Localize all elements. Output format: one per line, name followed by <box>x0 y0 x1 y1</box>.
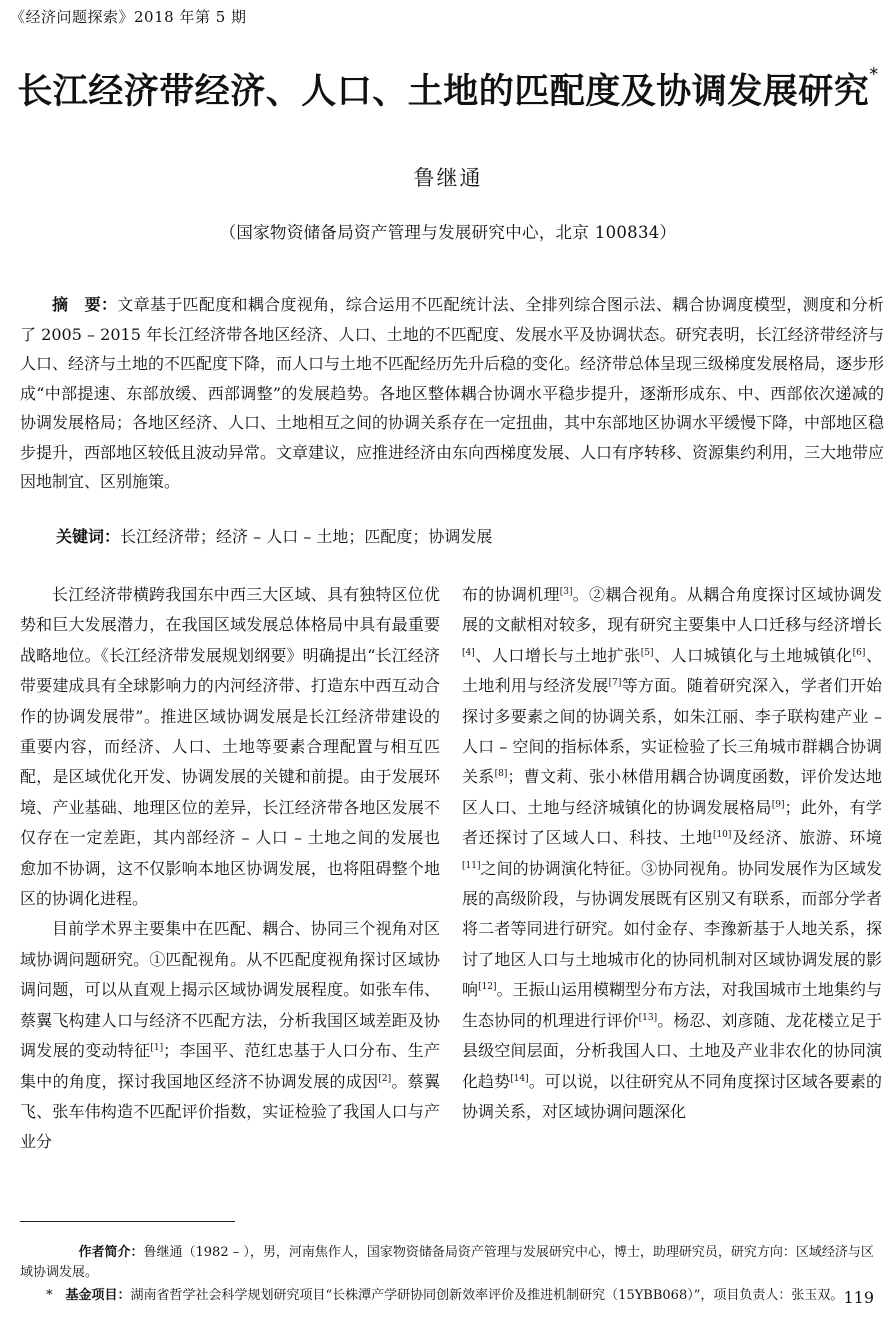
footnote-fund-mark: * <box>46 1288 53 1303</box>
body-paragraph: 长江经济带横跨我国东中西三大区域、具有独特区位优势和巨大发展潜力，在我国区域发展总体格局中具有最重要战略地位。《长江经济带发展规划纲要》明确提出“长江经济带要建成具有全球影响力的内河经济带、打造东中西互动合作的协调发展带”。推进区域协调发展是长江经济带建设的重要内容，而经济、人口、土地等要素合理配置与相互匹配，是区域优化开发、协调发展的关键和前提。由于发展环境、产业基础、地理区位的差异，长江经济带各地区发展不仅存在一定差距，其内部经济 – 人口 – 土地之间的发展也愈加不协调，这不仅影响本地区协调发展，也将阻碍整个地区的协调化进程。 <box>20 585 440 909</box>
paper-title <box>0 64 896 114</box>
abstract-text: 文章基于匹配度和耦合度视角，综合运用不匹配统计法、全排列综合图示法、耦合协调度模型，测度和分析了 2005 – 2015 年长江经济带各地区经济、人口、土地的不匹配度、发展水平及协调状态。研究表明，长江经济带经济与人口、经济与土地的不匹配度下降，而人口与土地不匹配经历先升后稳的变化。经济带总体呈现三级梯度发展格局，逐步形成“中部提速、东部放缓、西部调整”的发展趋势。各地区整体耦合协调水平稳步提升，逐渐形成东、中、西部依次递减的协调发展格局；各地区经济、人口、土地相互之间的协调关系存在一定扭曲，其中东部地区协调水平缓慢下降，中部地区稳步提升，西部地区较低且波动异常。文章建议，应推进经济由东向西梯度发展、人口有序转移、资源集约利用，三大地带应因地制宜、区别施策。 <box>20 295 885 491</box>
body-text: 、人口城镇化与土地城镇化 <box>653 645 853 665</box>
citation-ref: [6] <box>852 647 866 658</box>
citation-ref: [3] <box>559 587 573 597</box>
body-text: 布的协调机理 <box>462 585 560 604</box>
journal-header: 《经济问题探索》2018 年第 5 期 <box>10 8 247 26</box>
body-text: 等方面。随着研究深入，学者们开始探讨多要素之间的协调关系，如朱江丽、李子联构建产业 – 人口 – 空间的指标体系，实证检验了长三角城市群耦合协调关系 <box>462 676 882 787</box>
citation-ref: [1] <box>150 1043 164 1054</box>
citation-ref: [10] <box>712 830 732 841</box>
footnote-author-label: 作者简介： <box>78 1245 144 1260</box>
citation-ref: [4] <box>462 647 475 658</box>
author-name: 鲁继通 <box>413 166 483 190</box>
body-text: ；曹文莉、张小林借用耦合协调度函数，评价发达地区人口、土地与经济城镇化的协调发展格局 <box>462 767 882 817</box>
citation-ref: [5] <box>640 647 654 658</box>
footnote-author <box>20 1243 882 1283</box>
body-text: 及经济、旅游、环境 <box>731 828 882 848</box>
title-footnote-mark: * <box>869 64 879 86</box>
citation-ref: [9] <box>771 799 785 810</box>
body-text: 。王振山运用模糊型分布方法，对我国城市土地集约与生态协同的机理进行评价 <box>462 980 882 1030</box>
citation-ref: [14] <box>510 1073 529 1084</box>
keywords-text: 长江经济带；经济 – 人口 – 土地；匹配度；协调发展 <box>120 527 493 546</box>
page-number: 119 <box>843 1288 874 1307</box>
citation-ref: [7] <box>608 678 622 689</box>
body-paragraph <box>462 580 882 1127</box>
body-text: 。可以说，以往研究从不同角度探讨区域各要素的协调关系，对区域协调问题深化 <box>462 1071 882 1121</box>
body-paragraph <box>20 914 440 1157</box>
body-text: 之间的协调演化特征。③协同视角。协同发展作为区域发展的高级阶段，与协调发展既有区别又有联系，而部分学者将二者等同进行研究。如付金存、李豫新基于人地关系，探讨了地区人口与土地城市化的协同机制对区域协调发展的影响 <box>462 858 882 1000</box>
body-text: 、人口增长与土地扩张 <box>474 645 641 665</box>
abstract-label: 摘 要： <box>52 295 118 314</box>
footnote-fund <box>20 1286 882 1306</box>
body-text: 。②耦合视角。从耦合角度探讨区域协调发展的文献相对较多，现有研究主要集中人口迁移与经济增长 <box>462 585 882 635</box>
author-affiliation: （国家物资储备局资产管理与发展研究中心，北京 100834） <box>219 223 677 242</box>
footnote-author-text: 鲁继通（1982 – ），男，河南焦作人，国家物资储备局资产管理与发展研究中心，博士，助理研究员，研究方向：区域经济与区域协调发展。 <box>20 1245 874 1280</box>
keywords <box>56 524 492 547</box>
abstract <box>20 290 884 497</box>
footnote-divider <box>20 1221 235 1222</box>
citation-ref: [12] <box>478 982 497 993</box>
citation-ref: [2] <box>378 1073 392 1084</box>
body-column-left <box>20 580 440 1158</box>
keywords-label: 关键词： <box>56 527 121 546</box>
citation-ref: [11] <box>462 860 481 871</box>
citation-ref: [8] <box>494 769 508 780</box>
body-column-right <box>462 580 882 1127</box>
footnote-fund-label: 基金项目： <box>65 1288 131 1303</box>
footnote-fund-text: 湖南省哲学社会科学规划研究项目“长株潭产学研协同创新效率评价及推进机制研究（15YBB068）”，项目负责人：张玉双。 <box>130 1288 844 1303</box>
body-text: 。杨忍、刘彦随、龙花楼立足于县级空间层面，分析我国人口、土地及产业非农化的协同演化趋势 <box>462 1010 882 1091</box>
citation-ref: [13] <box>638 1012 658 1023</box>
title-text: 长江经济带经济、人口、土地的匹配度及协调发展研究 <box>17 72 870 112</box>
body-text: 。蔡翼飞、张车伟构造不匹配评价指数，实证检验了我国人口与产业分 <box>20 1071 440 1152</box>
body-text: 、土地利用与经济发展 <box>462 645 882 696</box>
body-text: ；李国平、范红忠基于人口分布、生产集中的角度，探讨我国地区经济不协调发展的成因 <box>20 1041 440 1091</box>
body-text: 目前学术界主要集中在匹配、耦合、协同三个视角对区域协调问题研究。①匹配视角。从不匹配度视角探讨区域协调问题，可以从直观上揭示区域协调发展程度。如张车伟、蔡翼飞构建人口与经济不匹配方法，分析我国区域差距及协调发展的变动特征 <box>20 919 440 1061</box>
body-text: ；此外，有学者还探讨了区域人口、科技、土地 <box>462 797 882 848</box>
